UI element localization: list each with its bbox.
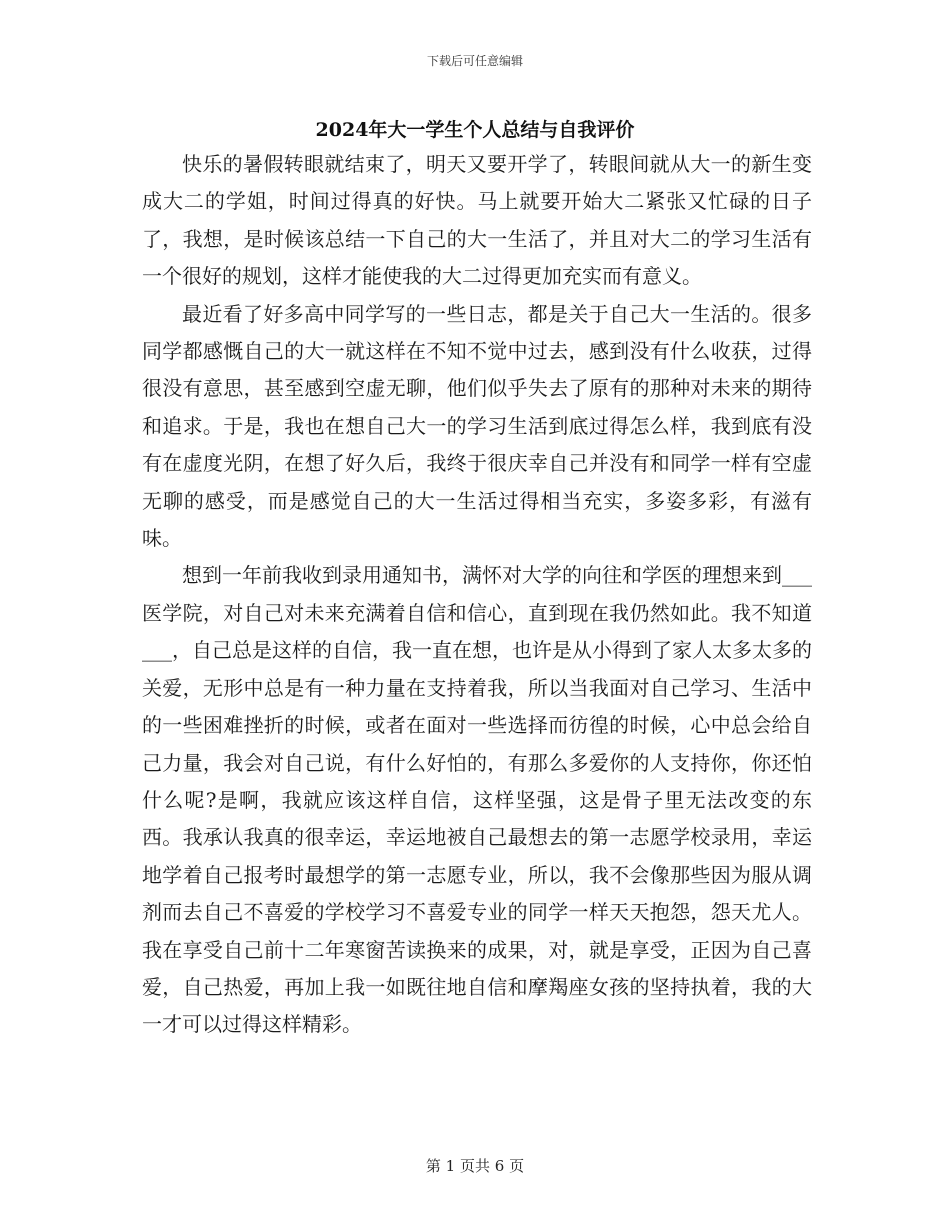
document-body xyxy=(142,146,812,1044)
paragraph-1: 快乐的暑假转眼就结束了，明天又要开学了，转眼间就从大一的新生变成大二的学姐，时间过得真的好快。马上就要开始大二紧张又忙碌的日子了，我想，是时候该总结一下自己的大一生活了，并且对大二的学习生活有一个很好的规划，这样才能使我的大二过得更加充实而有意义。 xyxy=(142,152,812,289)
page-header-note: 下载后可任意编辑 xyxy=(426,54,523,68)
page-number-footer: 第 1 页共 6 页 xyxy=(425,1157,525,1175)
paragraph-3: 想到一年前我收到录用通知书，满怀对大学的向往和学医的理想来到___医学院，对自己对未来充满着自信和信心，直到现在我仍然如此。我不知道___，自己总是这样的自信，我一直在想，也许是从小得到了家人太多太多的关爱，无形中总是有一种力量在支持着我，所以当我面对自己学习、生活中的一些困难挫折的时候，或者在面对一些选择而彷徨的时候，心中总会给自己力量，我会对自己说，有什么好怕的，有那么多爱你的人支持你，你还怕什么呢?是啊，我就应该这样自信，这样坚强，这是骨子里无法改变的东西。我承认我真的很幸运，幸运地被自己最想去的第一志愿学校录用，幸运地学着自己报考时最想学的第一志愿专业，所以，我不会像那些因为服从调剂而去自己不喜爱的学校学习不喜爱专业的同学一样天天抱怨，怨天尤人。我在享受自己前十二年寒窗苦读换来的成果，对，就是享受，正因为自己喜爱，自己热爱，再加上我一如既往地自信和摩羯座女孩的坚持执着，我的大一才可以过得这样精彩。 xyxy=(142,563,812,1037)
paragraph-2: 最近看了好多高中同学写的一些日志，都是关于自己大一生活的。很多同学都感慨自己的大一就这样在不知不觉中过去，感到没有什么收获，过得很没有意思，甚至感到空虚无聊，他们似乎失去了原有的那种对未来的期待和追求。于是，我也在想自己大一的学习生活到底过得怎么样，我到底有没有在虚度光阴，在想了好久后，我终于很庆幸自己并没有和同学一样有空虚无聊的感受，而是感觉自己的大一生活过得相当充实，多姿多彩，有滋有味。 xyxy=(142,301,812,551)
document-title: 2024年大一学生个人总结与自我评价 xyxy=(315,119,635,141)
